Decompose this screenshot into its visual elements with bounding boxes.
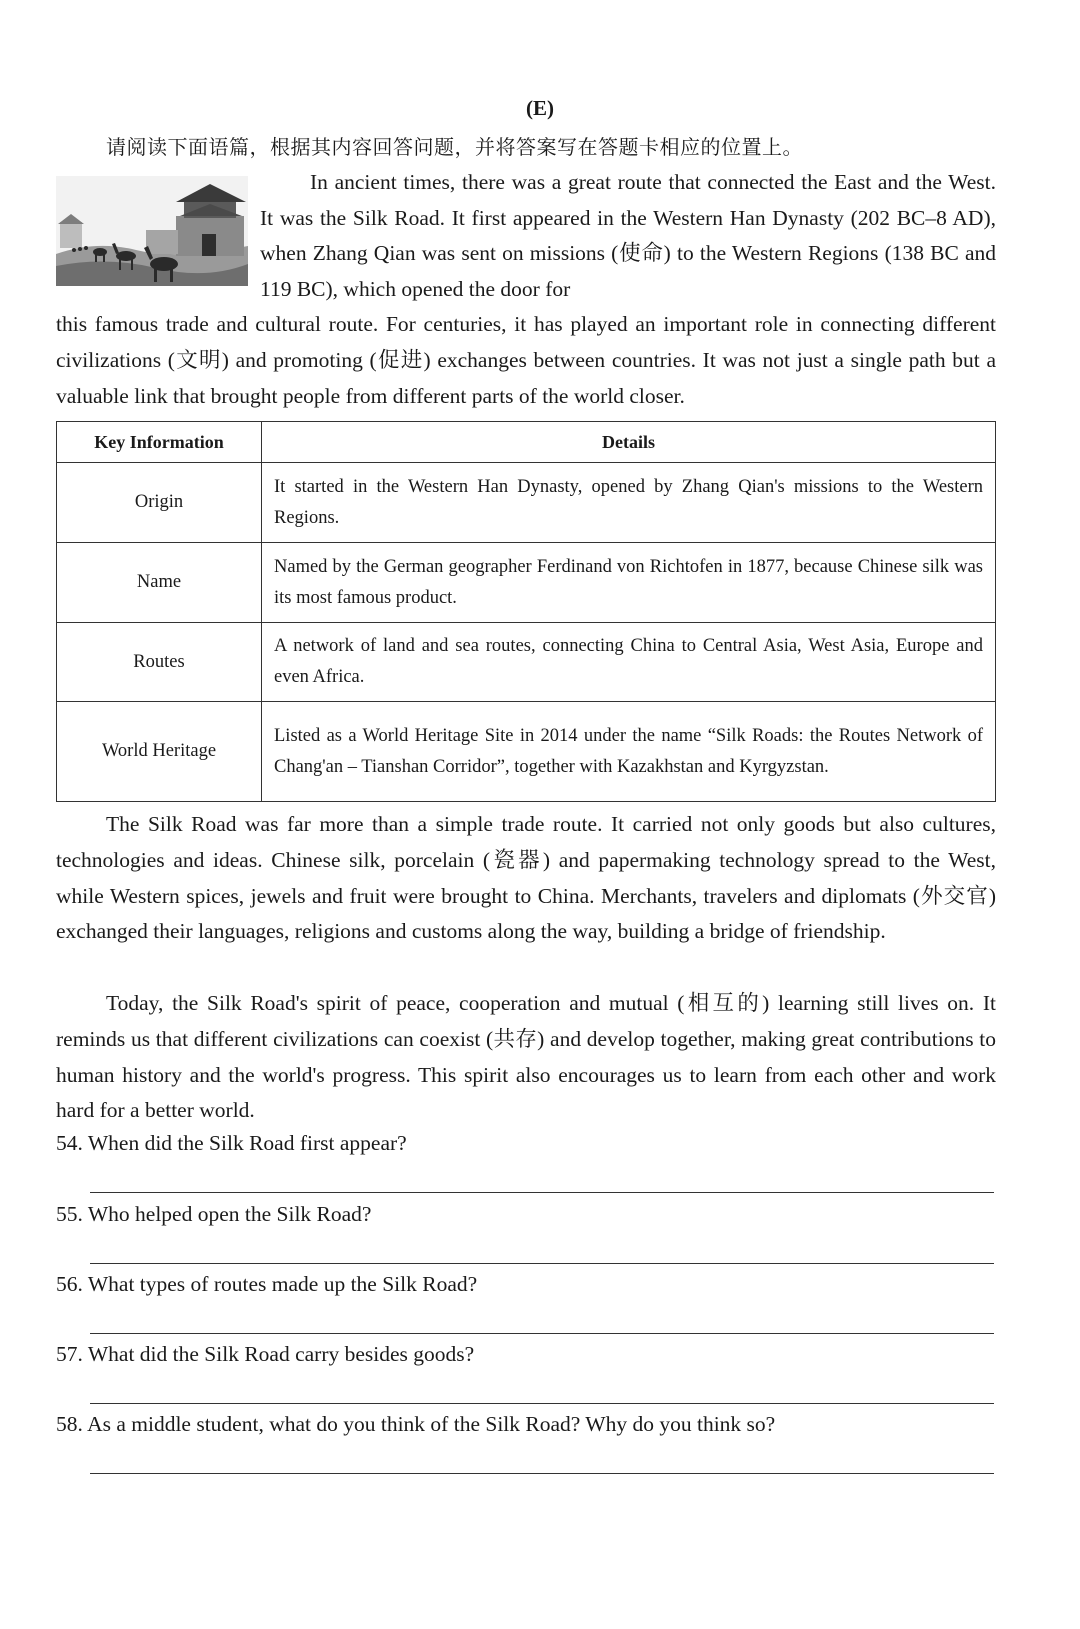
table-cell-details: A network of land and sea routes, connecting China to Central Asia, West Asia, Europe and even Africa. (262, 623, 996, 702)
table-cell-details: It started in the Western Han Dynasty, opened by Zhang Qian's missions to the Western Regions. (262, 463, 996, 543)
table-cell-details: Named by the German geographer Ferdinand von Richtofen in 1877, because Chinese silk was its most famous product. (262, 543, 996, 623)
table-header-key: Key Information (57, 422, 262, 463)
table-cell-key: World Heritage (57, 702, 262, 802)
table-cell-details: Listed as a World Heritage Site in 2014 under the name “Silk Roads: the Routes Network of Chang'an – Tianshan Corridor”, together with Kazakhstan and Kyrgyzstan. (262, 702, 996, 802)
question-54: 54. When did the Silk Road first appear? (56, 1131, 407, 1155)
intro-text-wrapped: In ancient times, there was a great route that connected the East and the West. It was the Silk Road. It first appeared in the Western Han Dynasty (202 BC–8 AD), when Zhang Qian was sent on missions (使命) to the Western Regions (138 BC and 119 BC), which opened the door for (260, 170, 996, 301)
section-title: (E) (526, 96, 554, 120)
table-row (57, 623, 996, 702)
table-row (57, 702, 996, 802)
table-cell-key: Origin (57, 463, 262, 543)
instruction: 请阅读下面语篇，根据其内容回答问题，并将答案写在答题卡相应的位置上。 (106, 135, 803, 159)
table-row (57, 543, 996, 623)
answer-line-58[interactable] (90, 1473, 994, 1474)
intro-paragraph (56, 165, 996, 414)
answer-line-57[interactable] (90, 1403, 994, 1404)
intro-text-full: this famous trade and cultural route. For centuries, it has played an important role in connecting different civilizations (文明) and promoting (促进) exchanges between countries. It was not just a single path but a valuable link that brought people from different parts of the world closer. (56, 312, 996, 408)
body-paragraph: Today, the Silk Road's spirit of peace, cooperation and mutual (相互的) learning still lives on. It reminds us that different civilizations can coexist (共存) and develop together, making great contributions to human history and the world's progress. This spirit also encourages us to learn from each other and work hard for a better world. (56, 991, 996, 1123)
table-cell-key: Name (57, 543, 262, 623)
question-58: 58. As a middle student, what do you think of the Silk Road? Why do you think so? (56, 1412, 776, 1436)
table-cell-key: Routes (57, 623, 262, 702)
question-57: 57. What did the Silk Road carry besides goods? (56, 1342, 475, 1366)
answer-line-56[interactable] (90, 1333, 994, 1334)
question-56: 56. What types of routes made up the Silk Road? (56, 1272, 478, 1296)
question-55: 55. Who helped open the Silk Road? (56, 1202, 372, 1226)
table-row (57, 463, 996, 543)
answer-line-55[interactable] (90, 1263, 994, 1264)
table-header-row (57, 422, 996, 463)
key-information-table (56, 421, 996, 802)
table-header-details: Details (262, 422, 996, 463)
body-paragraph: The Silk Road was far more than a simple trade route. It carried not only goods but also cultures, technologies and ideas. Chinese silk, porcelain (瓷器) and papermaking technology spread to the West, while Western spices, jewels and fruit were brought to China. Merchants, travelers and diplomats (外交官) exchanged their languages, religions and customs along the way, building a bridge of friendship. (56, 812, 996, 944)
answer-line-54[interactable] (90, 1192, 994, 1193)
